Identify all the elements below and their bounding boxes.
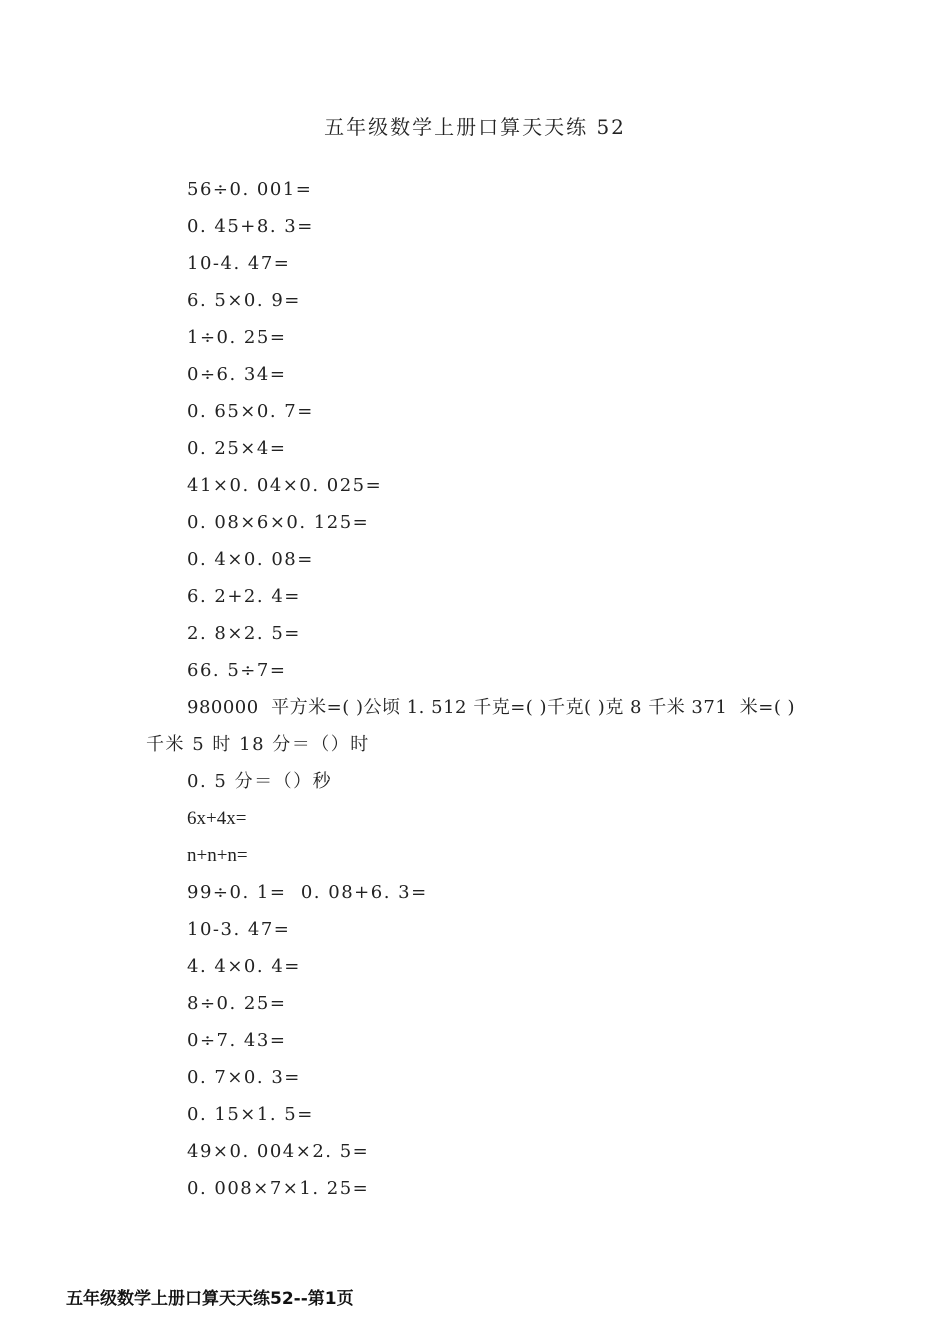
exercise-line: 0. 45+8. 3=: [187, 216, 314, 237]
page-footer: 五年级数学上册口算天天练52--第1页: [66, 1289, 354, 1309]
exercise-line: 49×0. 004×2. 5=: [187, 1141, 370, 1162]
exercise-line: 0. 4×0. 08=: [187, 549, 314, 570]
exercise-line: 0. 25×4=: [187, 438, 287, 459]
exercise-line: 6. 5×0. 9=: [187, 290, 301, 311]
exercise-line: 10-3. 47=: [187, 919, 291, 940]
exercise-line: 0. 08×6×0. 125=: [187, 512, 370, 533]
exercise-line: 41×0. 04×0. 025=: [187, 475, 383, 496]
exercise-line: 6. 2+2. 4=: [187, 586, 301, 607]
exercise-line: 56÷0. 001=: [187, 179, 313, 200]
unit-conversion-line: 980000 平方米=( )公顷 1. 512 千克=( )千克( )克 8 千米 371 米=( ): [187, 697, 796, 718]
exercise-line: 8÷0. 25=: [187, 993, 287, 1014]
algebra-line: n+n+n=: [187, 845, 248, 866]
exercise-line: 0. 7×0. 3=: [187, 1067, 301, 1088]
unit-conversion-line: 千米 5 时 18 分＝（）时: [146, 734, 370, 755]
exercise-line: 4. 4×0. 4=: [187, 956, 301, 977]
page-title: 五年级数学上册口算天天练 52: [324, 115, 626, 139]
exercise-line: 0÷6. 34=: [187, 364, 287, 385]
algebra-line: 6x+4x=: [187, 808, 247, 829]
exercise-line: 0. 008×7×1. 25=: [187, 1178, 370, 1199]
exercise-line: 10-4. 47=: [187, 253, 291, 274]
exercise-line: 0. 65×0. 7=: [187, 401, 314, 422]
exercise-line: 2. 8×2. 5=: [187, 623, 301, 644]
exercise-line: 99÷0. 1= 0. 08+6. 3=: [187, 882, 428, 903]
exercise-line: 1÷0. 25=: [187, 327, 287, 348]
exercise-line: 0. 15×1. 5=: [187, 1104, 314, 1125]
exercise-line: 66. 5÷7=: [187, 660, 287, 681]
unit-conversion-line: 0. 5 分＝（）秒: [187, 771, 333, 792]
exercise-line: 0÷7. 43=: [187, 1030, 287, 1051]
